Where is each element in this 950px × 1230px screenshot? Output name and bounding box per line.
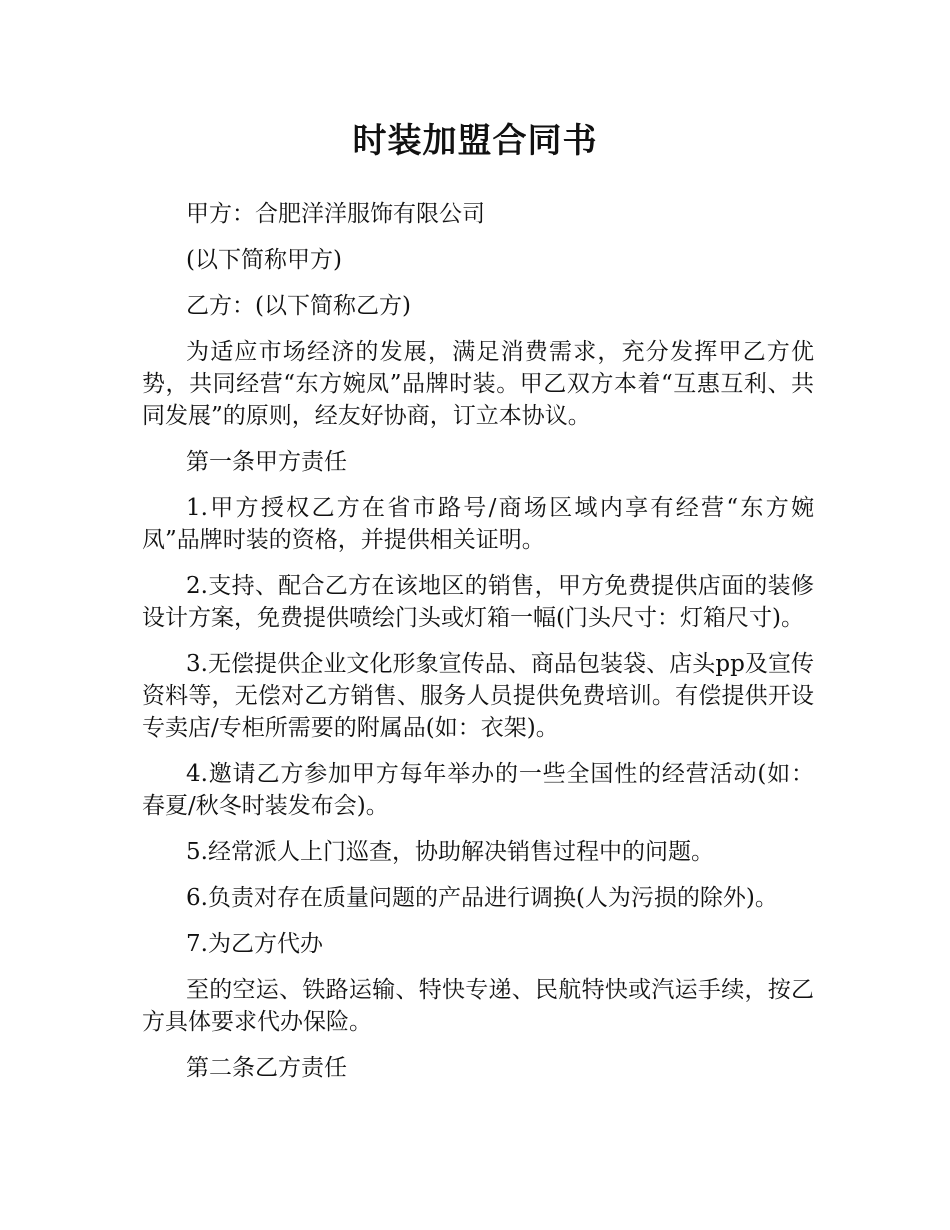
article-1-clause-3: 3.无偿提供企业文化形象宣传品、商品包装袋、店头pp及宣传资料等，无偿对乙方销售、服务人员提供免费培训。有偿提供开设专卖店/专柜所需要的附属品(如：衣架)。 [142,651,814,741]
article-2-heading: 第二条乙方责任 [186,1055,347,1081]
preamble-paragraph: 为适应市场经济的发展，满足消费需求，充分发挥甲乙方优势，共同经营“东方婉凤”品牌时装。甲乙双方本着“互惠互利、共同发展”的原则，经友好协商，订立本协议。 [142,339,814,429]
article-1-clause-5: 5.经常派人上门巡查，协助解决销售过程中的问题。 [186,839,714,865]
article-1-clause-4: 4.邀请乙方参加甲方每年举办的一些全国性的经营活动(如：春夏/秋冬时装发布会)。 [142,761,814,819]
article-1-clause-1: 1.甲方授权乙方在省市路号/商场区域内享有经营“东方婉凤”品牌时装的资格，并提供相关证明。 [142,495,814,553]
document-title: 时装加盟合同书 [352,121,598,161]
article-1-clause-6: 6.负责对存在质量问题的产品进行调换(人为污损的除外)。 [186,885,778,911]
document-body [142,198,814,1098]
article-1-heading: 第一条甲方责任 [186,449,347,475]
article-1-clause-7-continued: 至的空运、铁路运输、特快专递、民航特快或汽运手续，按乙方具体要求代办保险。 [142,977,814,1035]
party-a-line: 甲方：合肥洋洋服饰有限公司 [186,201,485,227]
party-a-alias: (以下简称甲方) [186,247,342,273]
article-1-clause-7: 7.为乙方代办 [186,931,323,957]
party-b-line: 乙方：(以下简称乙方) [186,293,411,319]
article-1-clause-2: 2.支持、配合乙方在该地区的销售，甲方免费提供店面的装修设计方案，免费提供喷绘门头或灯箱一幅(门头尺寸：灯箱尺寸)。 [142,573,814,631]
